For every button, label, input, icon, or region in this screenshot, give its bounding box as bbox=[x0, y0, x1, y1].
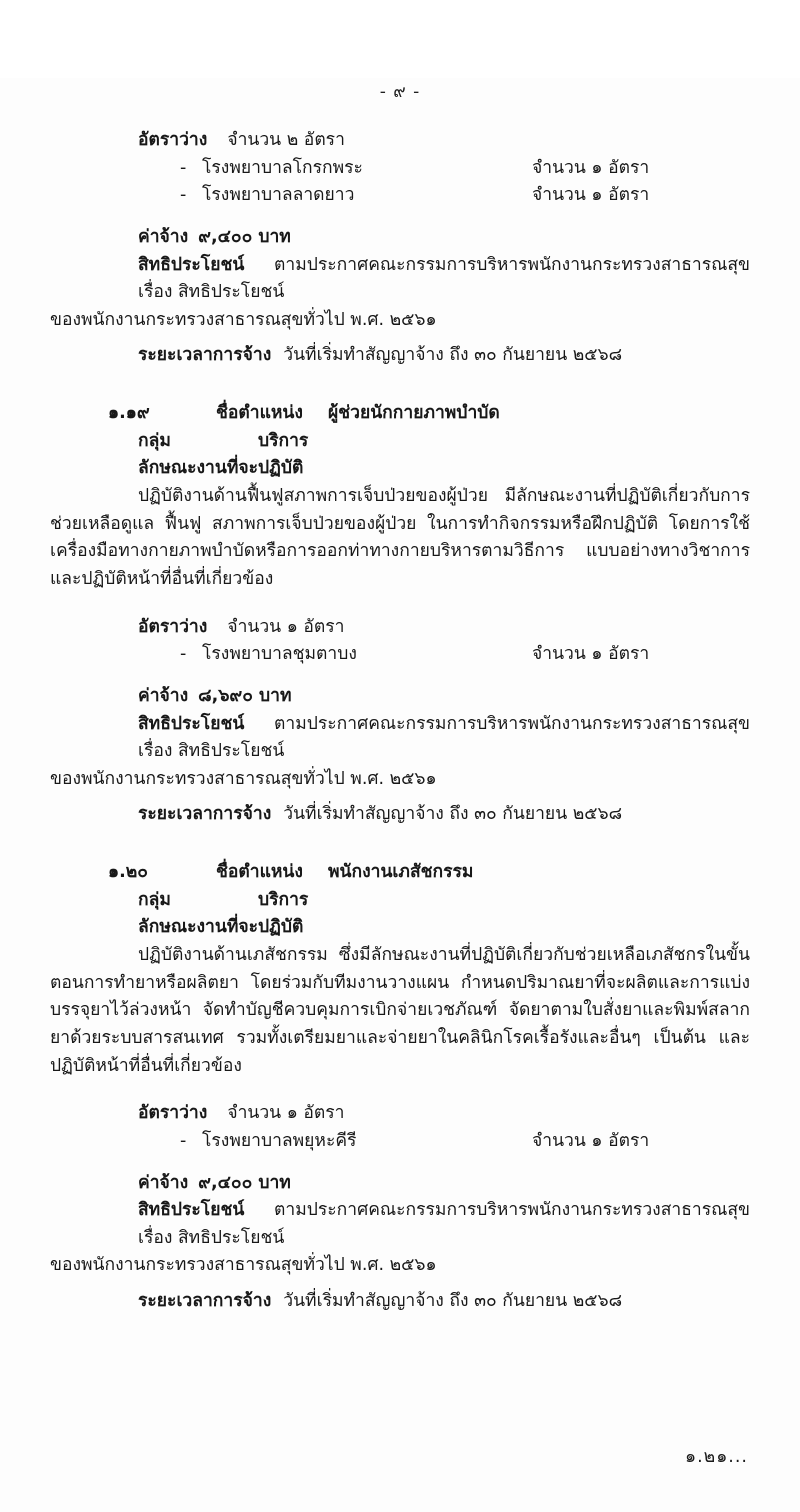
benefit-label: สิทธิประโยชน์ bbox=[138, 254, 245, 275]
dash-marker: - bbox=[180, 644, 187, 665]
group-value: บริการ bbox=[258, 889, 309, 910]
benefit-row-continued: ของพนักงานกระทรวงสาธารณสุขทั่วไป พ.ศ. ๒๕๖๑ bbox=[50, 768, 437, 789]
vacancy-label: อัตราว่าง bbox=[138, 130, 208, 150]
period-row bbox=[50, 1288, 750, 1316]
benefit-row-continued: ของพนักงานกระทรวงสาธารณสุขทั่วไป พ.ศ. ๒๕๖๑ bbox=[50, 309, 437, 330]
vacancy-row bbox=[50, 127, 750, 155]
benefit-row bbox=[50, 1197, 750, 1252]
hospital-row bbox=[50, 155, 750, 183]
duty-heading-label: ลักษณะงานที่จะปฏิบัติ bbox=[138, 458, 304, 479]
dash-marker: - bbox=[180, 157, 187, 178]
benefit-label: สิทธิประโยชน์ bbox=[138, 1200, 245, 1221]
benefit-row bbox=[50, 711, 750, 766]
dash-marker: - bbox=[180, 185, 187, 206]
hospital-name: โรงพยาบาลลาดยาว bbox=[202, 185, 355, 206]
dash-marker: - bbox=[180, 1130, 187, 1151]
wage-label: ค่าจ้าง bbox=[138, 1172, 189, 1193]
vacancy-label: อัตราว่าง bbox=[138, 1103, 208, 1124]
section-title-value: พนักงานเภสัชกรรม bbox=[328, 862, 474, 883]
section-title-label: ชื่อตำแหน่ง bbox=[216, 862, 303, 883]
wage-value: ๙,๔๐๐ บาท bbox=[198, 226, 291, 247]
document-page bbox=[0, 78, 800, 1512]
duty-heading bbox=[50, 914, 750, 942]
document-content bbox=[50, 127, 750, 1316]
group-row bbox=[50, 428, 750, 456]
period-label: ระยะเวลาการจ้าง bbox=[138, 804, 272, 825]
wage-row bbox=[50, 683, 750, 711]
benefit-text: ตามประกาศคณะกรรมการบริหารพนักงานกระทรวงสาธารณสุข เรื่อง สิทธิประโยชน์ bbox=[138, 254, 750, 303]
hospital-count: จำนวน ๑ อัตรา bbox=[532, 1130, 650, 1151]
group-label: กลุ่ม bbox=[138, 889, 171, 910]
hospital-row bbox=[50, 1128, 750, 1156]
wage-row bbox=[50, 224, 750, 252]
section-title-value: ผู้ช่วยนักกายภาพบำบัด bbox=[328, 403, 500, 424]
section-title-row bbox=[50, 859, 750, 887]
period-value: วันที่เริ่มทำสัญญาจ้าง ถึง ๓๐ กันยายน ๒๕๖๘ bbox=[283, 345, 623, 366]
benefit-row bbox=[50, 252, 750, 307]
wage-label: ค่าจ้าง bbox=[138, 685, 189, 706]
section-1-20 bbox=[50, 859, 750, 1316]
vacancy-count: จำนวน ๒ อัตรา bbox=[227, 130, 345, 150]
hospital-name: โรงพยาบาลชุมตาบง bbox=[202, 644, 357, 665]
period-row bbox=[50, 342, 750, 370]
benefit-text: ตามประกาศคณะกรรมการบริหารพนักงานกระทรวงสาธารณสุข เรื่อง สิทธิประโยชน์ bbox=[138, 1200, 750, 1248]
benefit-text: ตามประกาศคณะกรรมการบริหารพนักงานกระทรวงสาธารณสุข เรื่อง สิทธิประโยชน์ bbox=[138, 713, 750, 762]
page-number: - ๙ - bbox=[379, 82, 421, 102]
vacancy-count: จำนวน ๑ อัตรา bbox=[227, 616, 345, 637]
hospital-row bbox=[50, 641, 750, 669]
wage-row bbox=[50, 1170, 750, 1198]
wage-value: ๙,๔๐๐ บาท bbox=[198, 1172, 291, 1193]
vacancy-row bbox=[50, 614, 750, 642]
group-row bbox=[50, 887, 750, 915]
period-value: วันที่เริ่มทำสัญญาจ้าง ถึง ๓๐ กันยายน ๒๕๖๘ bbox=[283, 1291, 623, 1312]
wage-value: ๘,๖๙๐ บาท bbox=[198, 685, 292, 706]
duty-heading-label: ลักษณะงานที่จะปฏิบัติ bbox=[138, 917, 304, 938]
group-label: กลุ่ม bbox=[138, 430, 171, 451]
hospital-name: โรงพยาบาลโกรกพระ bbox=[202, 157, 363, 178]
period-label: ระยะเวลาการจ้าง bbox=[138, 345, 272, 366]
hospital-count: จำนวน ๑ อัตรา bbox=[532, 644, 650, 665]
vacancy-label: อัตราว่าง bbox=[138, 616, 208, 637]
section-1-19 bbox=[50, 400, 750, 829]
footer-continuation-note: ๑.๒๑... bbox=[684, 1447, 748, 1467]
hospital-name: โรงพยาบาลพยุหะคีรี bbox=[202, 1130, 357, 1151]
hospital-count: จำนวน ๑ อัตรา bbox=[532, 157, 650, 178]
hospital-row bbox=[50, 182, 750, 210]
group-value: บริการ bbox=[258, 430, 309, 451]
period-value: วันที่เริ่มทำสัญญาจ้าง ถึง ๓๐ กันยายน ๒๕๖๘ bbox=[283, 804, 623, 825]
benefit-row-continued: ของพนักงานกระทรวงสาธารณสุขทั่วไป พ.ศ. ๒๕๖๑ bbox=[50, 1255, 437, 1276]
section-number: ๑.๑๙ bbox=[108, 403, 150, 424]
duty-text: ปฏิบัติงานด้านฟื้นฟูสภาพการเจ็บป่วยของผู้ป่วย มีลักษณะงานที่ปฏิบัติเกี่ยวกับการช่วยเหลือดูแล ฟื้นฟู สภาพการเจ็บป่วยของผู้ป่วย ในการทำกิจกรรมหรือฝึกปฏิบัติ โดยการใช้เครื่องมือทางกายภาพบำบัดหรือการออกท่าทางกายบริหารตามวิธีการ แบบอย่างทางวิชาการ และปฏิบัติหน้าที่อื่นที่เกี่ยวข้อง bbox=[50, 486, 750, 589]
section-number: ๑.๒๐ bbox=[108, 862, 148, 883]
period-label: ระยะเวลาการจ้าง bbox=[138, 1291, 272, 1312]
period-row bbox=[50, 801, 750, 829]
wage-label: ค่าจ้าง bbox=[138, 226, 189, 247]
benefit-label: สิทธิประโยชน์ bbox=[138, 713, 245, 734]
duty-text: ปฏิบัติงานด้านเภสัชกรรม ซึ่งมีลักษณะงานที่ปฏิบัติเกี่ยวกับช่วยเหลือเภสัชกรในขั้นตอนการทำยาหรือผลิตยา โดยร่วมกับทีมงานวางแผน กำหนดปริมาณยาที่จะผลิตและการแบ่งบรรจุยาไว้ล่วงหน้า จัดทำบัญชีควบคุมการเบิกจ่ายเวชภัณฑ์ จัดยาตามใบสั่งยาและพิมพ์สลากยาด้วยระบบสารสนเทศ รวมทั้งเตรียมยาและจ่ายยาในคลินิกโรคเรื้อรังและอื่นๆ เป็นต้น และปฏิบัติหน้าที่อื่นที่เกี่ยวข้อง bbox=[50, 945, 750, 1076]
hospital-count: จำนวน ๑ อัตรา bbox=[532, 185, 650, 206]
vacancy-count: จำนวน ๑ อัตรา bbox=[227, 1103, 345, 1124]
vacancy-row bbox=[50, 1100, 750, 1128]
section-continued-1-18 bbox=[50, 127, 750, 370]
section-title-label: ชื่อตำแหน่ง bbox=[216, 403, 303, 424]
section-title-row bbox=[50, 400, 750, 428]
duty-heading bbox=[50, 455, 750, 483]
